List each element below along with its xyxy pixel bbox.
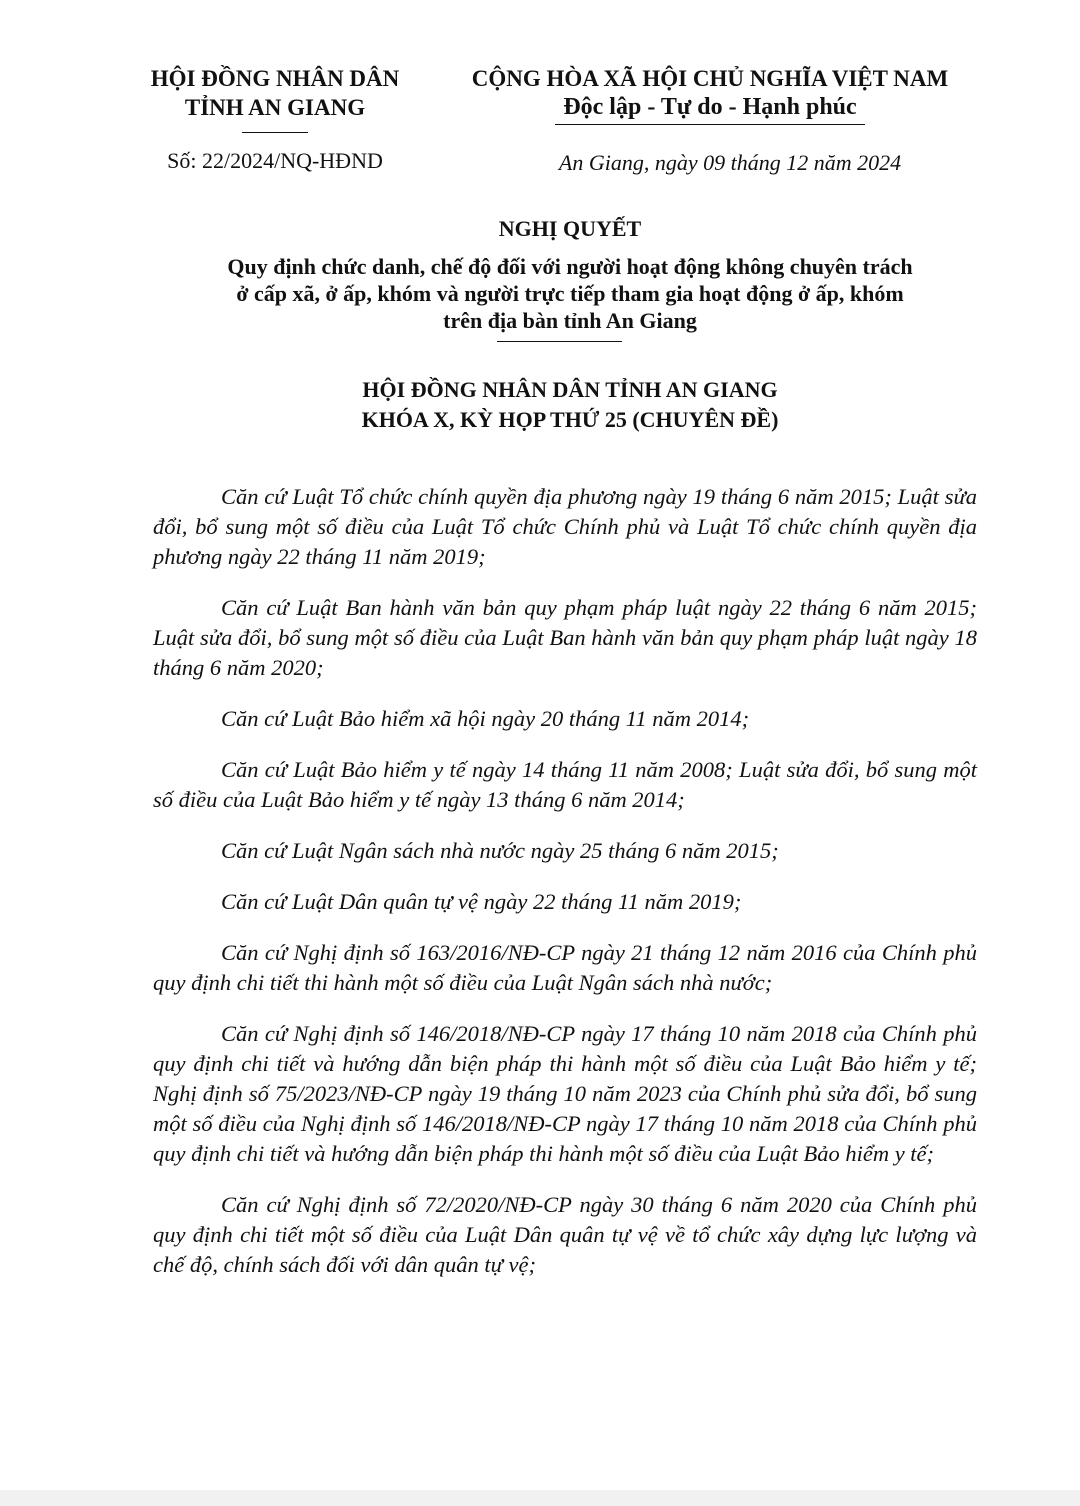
agency-underline [242,132,308,133]
document-type-heading: NGHỊ QUYẾT [498,216,642,241]
national-motto: Độc lập - Tự do - Hạnh phúc [563,94,857,120]
legal-basis-paragraph: Căn cứ Luật Bảo hiểm y tế ngày 14 tháng 11 năm 2008; Luật sửa đổi, bổ sung một số điều của Luật Bảo hiểm y tế ngày 13 tháng 6 năm 2014; [153,757,977,812]
page-bottom-edge [0,1490,1080,1506]
agency-name-line2: TỈNH AN GIANG [184,95,366,120]
subject-line-3: trên địa bàn tỉnh An Giang [443,308,697,333]
subject-underline [497,341,622,342]
issuing-agency-block [120,64,430,133]
legal-bases-section [153,482,977,1301]
document-subject [150,253,990,334]
agency-name-line1: HỘI ĐỒNG NHÂN DÂN [150,66,400,91]
legal-basis-paragraph: Căn cứ Nghị định số 163/2016/NĐ-CP ngày 21 tháng 12 năm 2016 của Chính phủ quy định chi tiết thi hành một số điều của Luật Ngân sách nhà nước; [153,940,977,995]
legal-basis-paragraph: Căn cứ Luật Tổ chức chính quyền địa phương ngày 19 tháng 6 năm 2015; Luật sửa đổi, bổ sung một số điều của Luật Tổ chức Chính phủ và Luật Tổ chức chính quyền địa phương ngày 22 tháng 11 năm 2019; [153,484,977,569]
legal-basis-paragraph: Căn cứ Nghị định số 72/2020/NĐ-CP ngày 30 tháng 6 năm 2020 của Chính phủ quy định chi tiết một số điều của Luật Dân quân tự vệ về tổ chức xây dựng lực lượng và chế độ, chính sách đối với dân quân tự vệ; [153,1192,977,1277]
council-name: HỘI ĐỒNG NHÂN DÂN TỈNH AN GIANG [362,377,778,402]
council-heading [120,375,1020,435]
legal-basis-paragraph: Căn cứ Luật Ngân sách nhà nước ngày 25 tháng 6 năm 2015; [221,838,779,863]
subject-line-1: Quy định chức danh, chế độ đối với người hoạt động không chuyên trách [227,254,913,279]
place-and-date: An Giang, ngày 09 tháng 12 năm 2024 [558,150,902,175]
legal-basis-paragraph: Căn cứ Luật Bảo hiểm xã hội ngày 20 tháng 11 năm 2014; [221,706,750,731]
country-name: CỘNG HÒA XÃ HỘI CHỦ NGHĨA VIỆT NAM [471,66,949,91]
legal-basis-paragraph: Căn cứ Nghị định số 146/2018/NĐ-CP ngày 17 tháng 10 năm 2018 của Chính phủ quy định chi tiết và hướng dẫn biện pháp thi hành một số điều của Luật Bảo hiểm y tế; Nghị định số 75/2023/NĐ-CP ngày 19 tháng 10 năm 2023 của Chính phủ sửa đổi, bổ sung một số điều của Nghị định số 146/2018/NĐ-CP ngày 17 tháng 10 năm 2018 của Chính phủ quy định chi tiết và hướng dẫn biện pháp thi hành một số điều của Luật Bảo hiểm y tế; [153,1021,977,1166]
document-number: Số: 22/2024/NQ-HĐND [167,148,383,173]
legal-basis-paragraph: Căn cứ Luật Dân quân tự vệ ngày 22 tháng 11 năm 2019; [221,889,742,914]
council-session: KHÓA X, KỲ HỌP THỨ 25 (CHUYÊN ĐỀ) [361,407,779,432]
motto-underline [555,124,865,125]
subject-line-2: ở cấp xã, ở ấp, khóm và người trực tiếp tham gia hoạt động ở ấp, khóm [236,281,904,306]
legal-basis-paragraph: Căn cứ Luật Ban hành văn bản quy phạm pháp luật ngày 22 tháng 6 năm 2015; Luật sửa đổi, bổ sung một số điều của Luật Ban hành văn bản quy phạm pháp luật ngày 18 tháng 6 năm 2020; [153,595,977,680]
national-title-block [440,64,980,125]
